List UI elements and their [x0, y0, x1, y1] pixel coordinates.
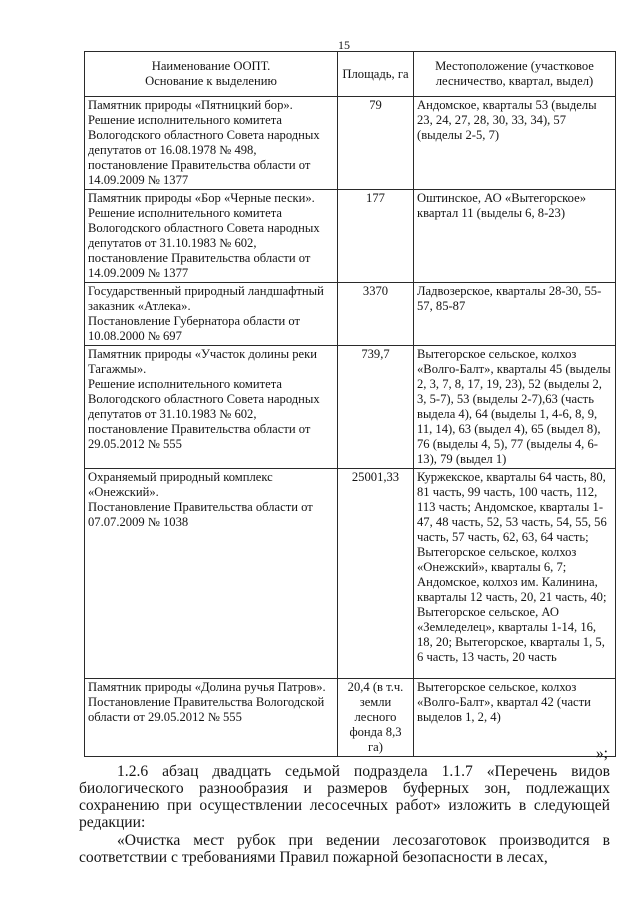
cell-area: 3370 — [338, 283, 414, 346]
cell-location: Куржекское, кварталы 64 часть, 80, 81 часть, 99 часть, 100 часть, 112, 113 часть; Андомское, кварталы 1-47, 48 часть, 52, 53 часть, 54, 55, 56 часть, 57 часть, 62, 63, 64 часть; Вытегорское сельское, колхоз «Онежский», кварталы 6, 7; Андомское, колхоз им. Калинина, кварталы 12 часть, 20, 21 часть, 40; Вытегорское сельское, АО «Земледелец», кварталы 1-14, 16, 18, 20; Вытегорское, кварталы 1, 5, 6 часть, 13 часть, 20 часть — [414, 469, 616, 679]
cell-name: Памятник природы «Бор «Черные пески». Решение исполнительного комитета Вологодского областного Совета народных депутатов от 31.10.1983 № 602, постановление Правительства области от 14.09.2009 № 1377 — [85, 190, 338, 283]
table-row — [85, 283, 616, 346]
header-area: Площадь, га — [338, 52, 414, 97]
paragraph-amendment — [79, 763, 610, 831]
cell-area: 177 — [338, 190, 414, 283]
table-row — [85, 97, 616, 190]
paragraph-text: 1.2.6 абзац двадцать седьмой подраздела 1.1.7 «Перечень видов биологического разнообразия и размеров буферных зон, подлежащих сохранению при осуществлении лесосечных работ» изложить в следующей редакции: — [79, 763, 610, 831]
table-row — [85, 190, 616, 283]
table-header-row — [85, 52, 616, 97]
table-row — [85, 469, 616, 679]
cell-name: Памятник природы «Участок долины реки Тагажмы». Решение исполнительного комитета Вологодского областного Совета народных депутатов от 31.10.1983 № 602, постановление Правительства области от 29.05.2012 № 555 — [85, 346, 338, 469]
cell-location: Андомское, кварталы 53 (выделы 23, 24, 27, 28, 30, 33, 34), 57 (выделы 2-5, 7) — [414, 97, 616, 190]
cell-area: 25001,33 — [338, 469, 414, 679]
paragraph-text: «Очистка мест рубок при ведении лесозаготовок производится в соответствии с требованиями Правил пожарной безопасности в лесах, — [79, 832, 610, 866]
cell-name: Государственный природный ландшафтный заказник «Атлека». Постановление Губернатора области от 10.08.2000 № 697 — [85, 283, 338, 346]
cell-area: 20,4 (в т.ч. земли лесного фонда 8,3 га) — [338, 679, 414, 757]
cell-location: Вытегорское сельское, колхоз «Волго-Балт», кварталы 45 (выделы 2, 3, 7, 8, 17, 19, 23), 52 (выделы 2, 3, 5-7), 53 (выделы 2-7),63 (часть выдела 4), 64 (выделы 1, 4-6, 8, 9, 11, 14), 63 (выдел 4), 65 (выдел 8), 76 (выделы 4, 5), 77 (выделы 4, 6-13), 79 (выдел 1) — [414, 346, 616, 469]
cell-name: Памятник природы «Долина ручья Патров». Постановление Правительства Вологодской области от 29.05.2012 № 555 — [85, 679, 338, 757]
cell-area: 739,7 — [338, 346, 414, 469]
cell-location: Оштинское, АО «Вытегорское» квартал 11 (выделы 6, 8-23) — [414, 190, 616, 283]
table-row — [85, 346, 616, 469]
cell-location: Вытегорское сельское, колхоз «Волго-Балт», квартал 42 (части выделов 1, 2, 4) — [414, 679, 616, 757]
cell-area: 79 — [338, 97, 414, 190]
closing-quote-mark: »; — [595, 745, 608, 762]
paragraph-quote — [79, 832, 610, 866]
header-location: Местоположение (участковое лесничество, квартал, выдел) — [414, 52, 616, 97]
cell-name: Охраняемый природный комплекс «Онежский». Постановление Правительства области от 07.07.2009 № 1038 — [85, 469, 338, 679]
oopt-table — [84, 51, 616, 757]
page-number: 15 — [338, 38, 350, 52]
cell-location: Ладвозерское, кварталы 28-30, 55-57, 85-87 — [414, 283, 616, 346]
cell-name: Памятник природы «Пятницкий бор». Решение исполнительного комитета Вологодского областного Совета народных депутатов от 16.08.1978 № 498, постановление Правительства области от 14.09.2009 № 1377 — [85, 97, 338, 190]
header-name: Наименование ООПТ. Основание к выделению — [85, 52, 338, 97]
table-row — [85, 679, 616, 757]
